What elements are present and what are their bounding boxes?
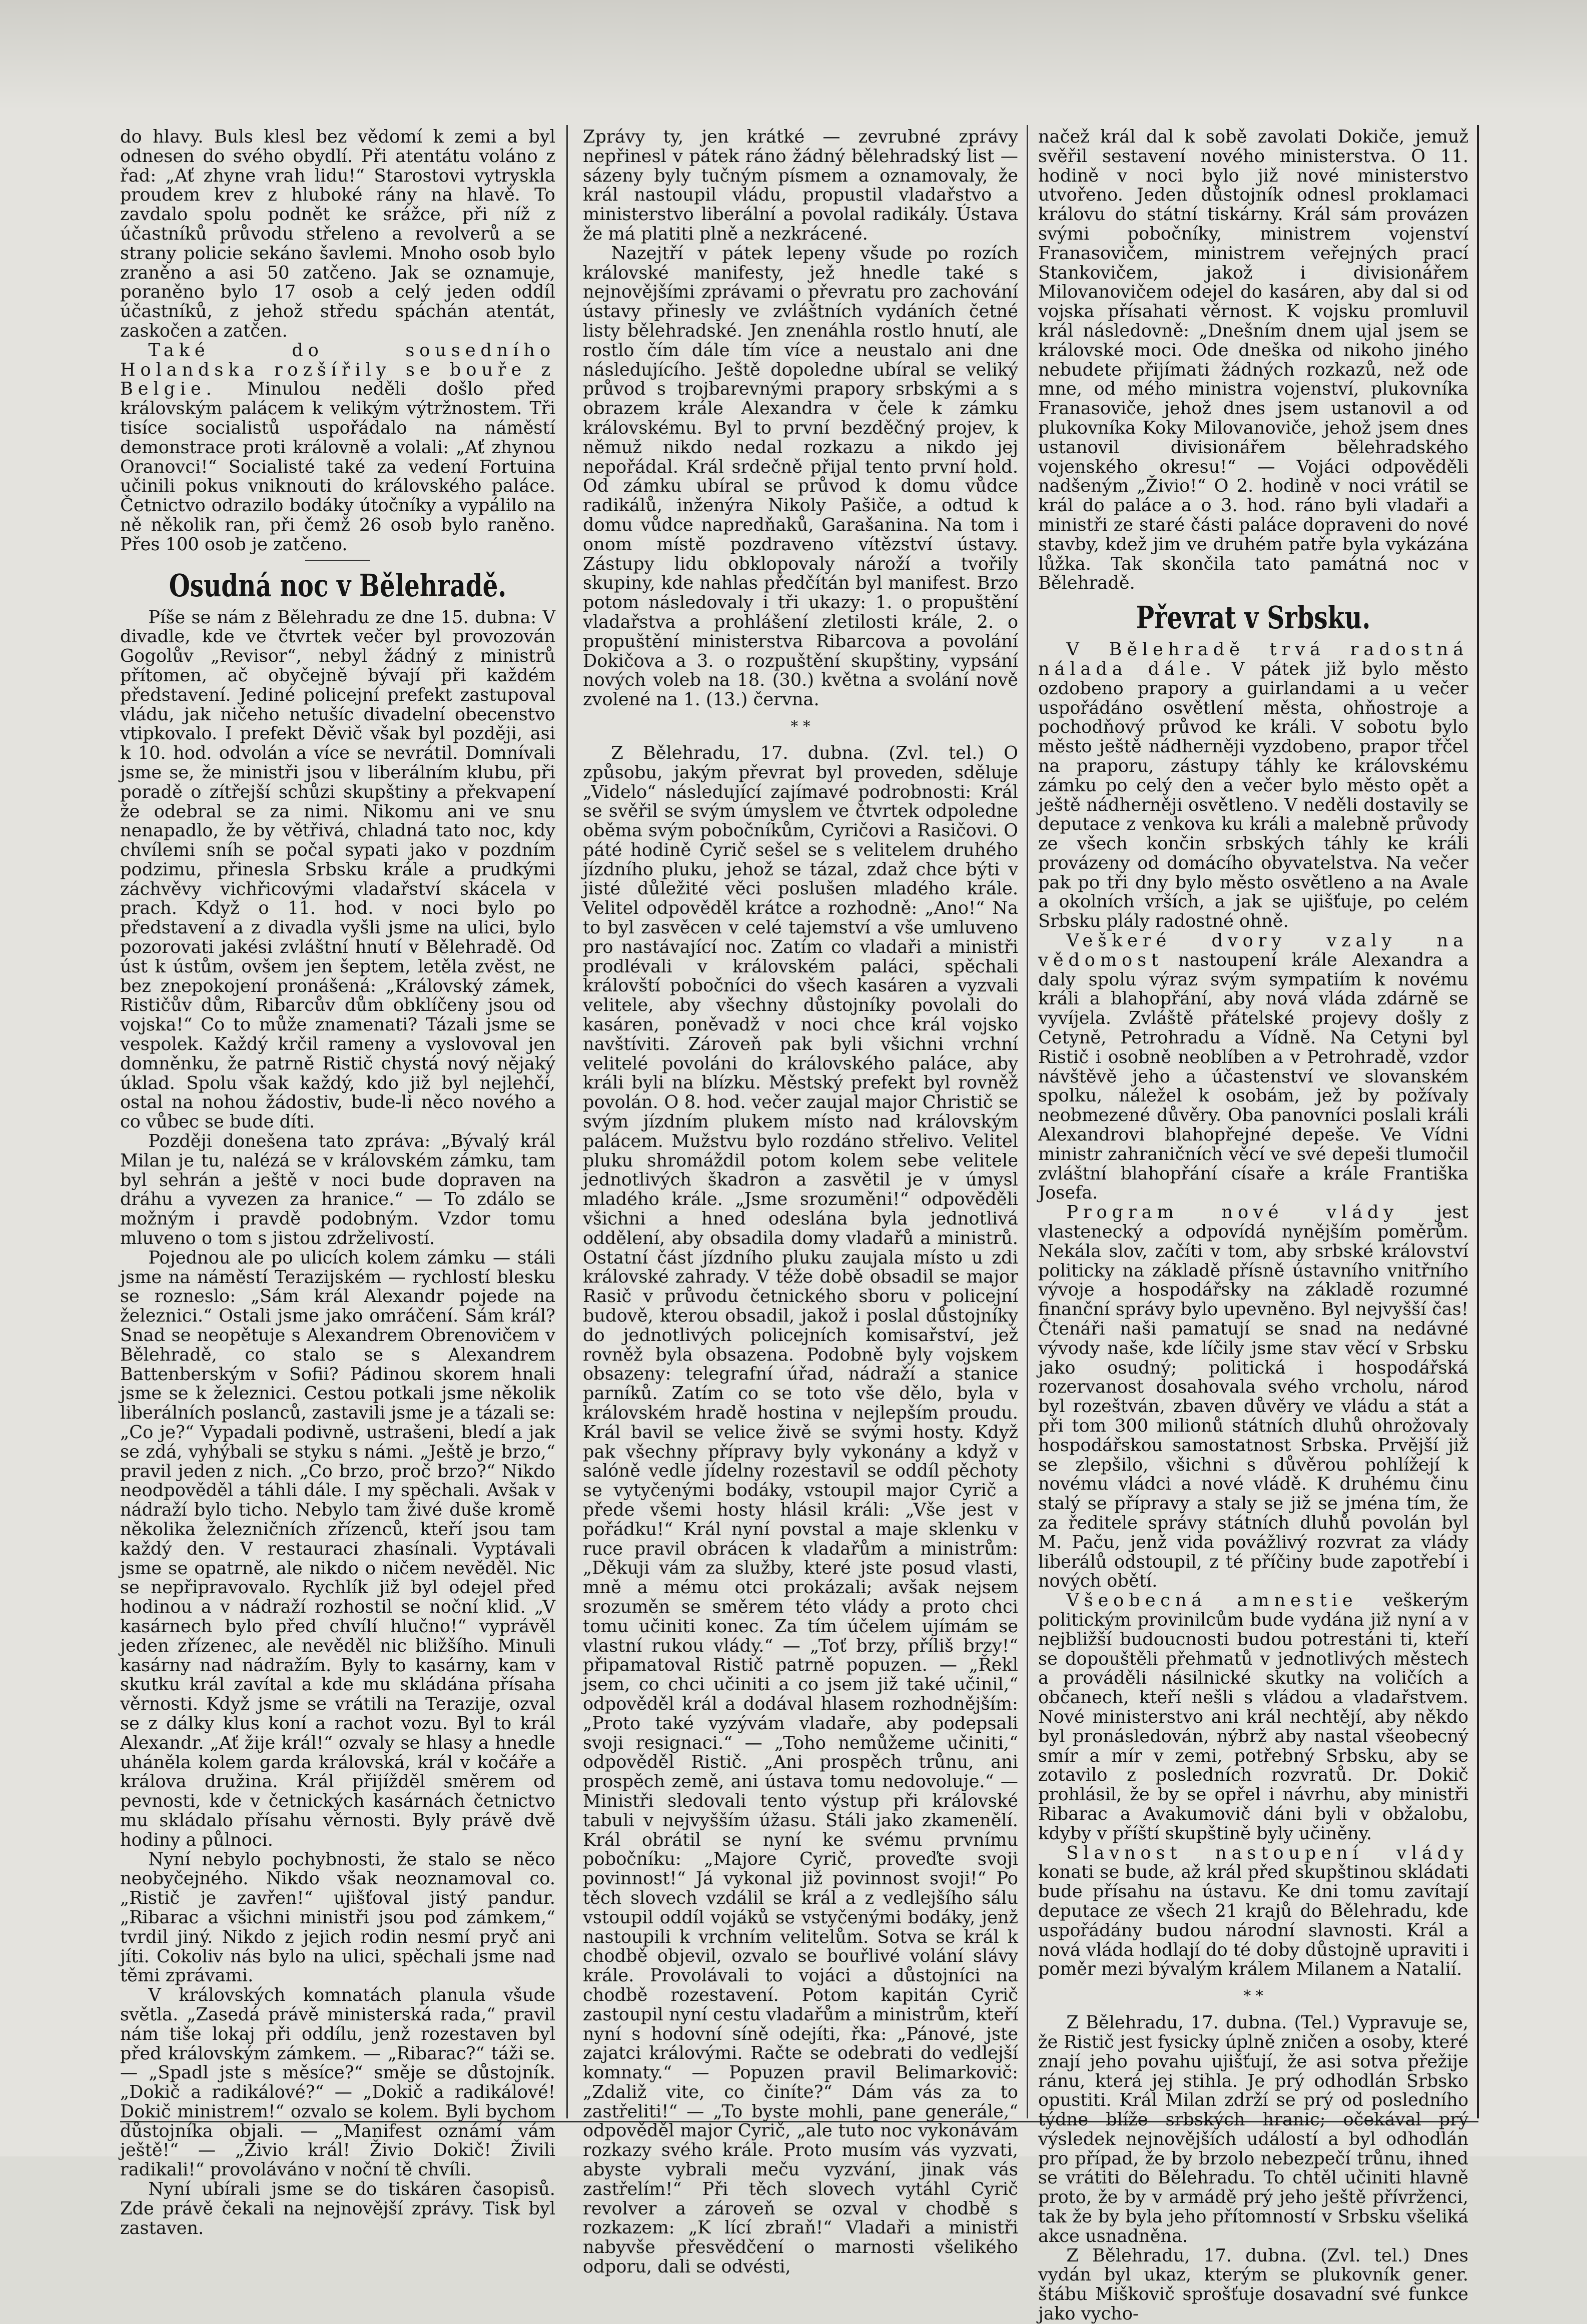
paragraph-text: Minulou neděli došlo před královským palácem k velikým výtržnostem. Tři tisíce socialistů uspořádalo na náměstí demonstrace proti královně a volali: „Ať zhynou Oranovci!“ Socialisté také za vedení Fortuina učinili pokus vniknouti do královského paláce. Četnictvo odrazilo bodáky útočníky a vypálilo na ně několik ran, při čemž 26 osob bylo raněno. Přes 100 osob je zatčeno. xyxy=(120,379,556,555)
asterisk-separator: * * xyxy=(790,717,811,735)
paragraph: Nyní ubírali jsme se do tiskáren časopisů. Zde právě čekali na nejnovější zprávy. Tisk byl zastaven. xyxy=(120,2179,555,2238)
paragraph: Z Bělehradu, 17. dubna. (Zvl. tel.) Dnes vydán byl ukaz, kterým se plukovník gener. štábu Miškovič sprošťuje dosavadní své funkce jako vycho- xyxy=(1038,2245,1468,2324)
paragraph: Píše se nám z Bělehradu ze dne 15. dubna: V divadle, kde ve čtvrtek večer byl provozován Gogolův „Revisor“, nebyl žádný z ministrů přítomen, ač obyčejně bývají při každém představení. Jediné policejní prefekt zastupoval vládu, jak ničeho netušíc divadelní obecenstvo vtipkovalo. I prefekt Děvič však byl později, asi k 10. hod. odvolán a více se nevrátil. Domnívali jsme se, že ministři jsou v liberálním klubu, při poradě o zítřejší schůzi skupštiny a překvapení že odebral se za nimi. Nikomu ani ve snu nenapadlo, že by větřivá, chladná tato noc, kdy chvílemi sníh se počal sypati jako v pozdním podzimu, přinesla Srbsku krále a prudkými záchvěvy vichřicovými vladařství skácela v prach. Když o 11. hod. v noci bylo po představení a z divadla vyšli jsme na ulici, bylo pozorovati jakési zvláštní hnutí v Bělehradě. Od úst k ústům, ovšem jen šeptem, letěla zvěst, ne bez znepokojení pronášená: „Královský zámek, Rističův dům, Ribarcův dům obklíčeny jsou od vojska!“ Co to může znamenati? Tázali jsme se vespolek. Každý krčil rameny a vyslovoval jen domněnku, že patrně Ristič chystá nový nějaký úklad. Spolu však každý, kdo již byl nejlehčí, ostal na nohou žádostiv, bude-li něco nového a co vůbec se bude díti. xyxy=(120,607,555,1132)
paragraph: načež král dal k sobě zavolati Dokiče, jemuž svěřil sestavení nového ministerstva. O 11. hodině v noci bylo již nové ministerstvo utvořeno. Jeden důstojník odnesl proklamaci královu do státní tiskárny. Král sám provázen svými pobočníky, ministrem vojenství Franasovičem, ministrem veřejných prací Stankovičem, jakož i divisionářem Milovanovičem odejel do kasáren, aby dal si od vojska přísahati věrnost. K vojsku promluvil král následovně: „Dnešním dnem ujal jsem se královské moci. Ode dneška od nikoho jiného nebudete přijímati žádných rozkazů, než ode mne, od mého ministra vojenství, plukovníka Franasoviče, jehož dnes jsem ustanovil a od plukovníka Koky Milovanoviče, jehož jsem dnes ustanovil divisionářem bělehradského vojenského okresu!“ — Vojáci odpověděli nadšeným „Živio!“ O 2. hodině v noci vrátil se král do paláce a o 3. hod. ráno byli vladaři a ministři ze staré části paláce dopraveni do nové stavby, kdež jim ve druhém patře byla vykázána lůžka. Tak skončila tato památná noc v Bělehradě. xyxy=(1038,127,1468,594)
paragraph: Zprávy ty, jen krátké — zevrubné zprávy nepřinesl v pátek ráno žádný bělehradský list — sázeny byly tučným písmem a oznamovaly, že král nastoupil vládu, propustil vladařstvo a ministerstvo liberální a povolal radikály. Ústava že má platiti plně a nezkrácené. xyxy=(583,127,1018,244)
paragraph: Nazejtří v pátek lepeny všude po rozích královské manifesty, jež hnedle také s nejnovějšími zprávami o převratu pro zachování ústavy přinesly ve zvláštních vydáních četné listy bělehradské. Jen znenáhla rostlo hnutí, ale rostlo čím dále tím více a neustalo ani dne následujícího. Ještě dopoledne ubíral se veliký průvod s trojbarevnými prapory srbskými a s obrazem krále Alexandra v čele k zámku královskému. Byl to první bezděčný projev, k němuž nikdo nedal rozkazu a nikdo jej nepořádal. Král srdečně přijal tento první hold. Od zámku ubíral se průvod k domu vůdce radikálů, inženýra Nikoly Pašiče, a odtud k domu vůdce napredňaků, Garašanina. Na tom i onom místě pozdraveno vítězství ústavy. Zástupy lidu obklopovaly nároží a tvořily skupiny, kde nahlas předčítán byl manifest. Brzo potom následovaly i tři ukazy: 1. o propuštění vladařstva a prohlášení zletilosti krále, 2. o propuštění ministerstva Ribarcova a povolání Dokičova a 3. o rozpuštění skupštiny, vypsání nových voleb na 18. (30.) května a svolání nově zvolené na 1. (13.) června. xyxy=(583,243,1018,710)
article-heading: Převrat v Srbsku. xyxy=(1136,599,1371,636)
paragraph-text: V pátek již bylo město ozdobeno prapory a guirlandami a u večer uspořádáno osvětlení města, ohňostroje a pochodňový průvod ke králi. V sobotu bylo město ještě nádherněji vyzdobeno, prapor třčel na praporu, zástupy táhly ke královskému zámku po celý den a večer bylo město opět a ještě nádherněji osvětleno. V neděli dostavily se deputace z venkova ku králi a malebně průvody ze všech končin srbských táhly ke králi provázeny od domácího obyvatelstva. Na večer pak po tři dny bylo město osvětleno a na Avale a okolních vrších, a jak se ujišťuje, po celém Srbsku plály radostné ohně. xyxy=(1038,658,1468,932)
spaced-lead: Všeobecná amnestie xyxy=(1066,1590,1358,1611)
asterisk-separator: * * xyxy=(1243,1987,1263,2005)
paragraph: Nyní nebylo pochybnosti, že stalo se něco neobyčejného. Nikdo však neoznamoval co. „Ristič je zavřen!“ ujišťoval jistý pandur. „Ribarac a všichni ministři jsou pod zámkem,“ tvrdil jiný. Nikdo z jejich rodin nesmí pryč ani jíti. Cokoliv nás bylo na ulici, spěchali jsme nad těmi zprávami. xyxy=(120,1849,555,1986)
paragraph: Z Bělehradu, 17. dubna. (Zvl. tel.) O způsobu, jakým převrat byl proveden, sděluje „Videlo“ následující zajímavé podrobnosti: Král se svěřil se svým úmyslem ve čtvrtek odpoledne oběma svým pobočníkům, Cyričovi a Rasičovi. O páté hodině Cyrič sešel se s velitelem druhého jízdního pluku, jehož se tázal, zdaž chce býti v jisté důležité věci poslušen mladého krále. Velitel odpověděl krátce a rozhodně: „Ano!“ Na to byl zasvěcen v celé tajemství a vše umluveno pro nastávající noc. Zatím co vladaři a ministři prodlévali v královském paláci, spěchali královští pobočníci do všech kasáren a vyzvali velitele, aby všechny důstojníky povolali do kasáren, poněvadž v noci chce král vojsko navštíviti. Zároveň pak byli všichni vrchní velitelé povoláni do královského paláce, aby králi byli na blízku. Městský prefekt byl rovněž povolán. O 8. hod. večer zaujal major Christič se svým jízdním plukem místo nad královským palácem. Mužstvu bylo rozdáno střelivo. Velitel pluku shromáždil potom kolem sebe velitele jednotlivých škadron a zasvětil je v úmysl mladého krále. „Jsme srozuměni!“ odpověděli všichni a hned odeslána byla jednotlivá oddělení, aby obsadila domy vladařů a ministrů. Ostatní část jízdního pluku zaujala místo u zdi královské zahrady. V téže době obsadil se major Rasič v průvodu četnického sboru v policejní budově, kterou obsadil, jakož i poslal důstojníky do jednotlivých policejních komisařství, jež rovněž byla obsazena. Podobně byly vojskem obsazeny: telegrafní úřad, nádraží a stanice parníků. Zatím co se toto vše dělo, byla v královském hradě hostina v nejlepším proudu. Král bavil se velice živě se svými hosty. Když pak všechny přípravy byly vykonány a když v salóně vedle jídelny rozestavil se oddíl pěchoty se vytyčenými bodáky, vstoupil major Cyrič a přede všemi hosty hlásil králi: „Vše jest v pořádku!“ Král nyní povstal a maje sklenku v ruce pravil obrácen k vladařům a ministrům: „Děkuji vám za služby, které jste posud vlasti, mně a mému otci prokázali; avšak nejsem srozuměn se směrem této vlády a proto chci tomu učiniti konec. Za tím účelem ujímám se vlastní rukou vlády.“ — „Toť brzy, příliš brzy!“ připamatoval Ristič patrně popuzen. — „Řekl jsem, co chci učiniti a co jsem již také učinil,“ odpověděl král a dodával hlasem rozhodnějším: „Proto také vyzývám vladaře, aby podepsali svoji resignaci.“ — „Toho nemůžeme učiniti,“ odpověděl Ristič. „Ani prospěch trůnu, ani prospěch země, ani ústava tomu nedovoluje.“ — Ministři sledovali tento výstup při královské tabuli v nejvyšším úžasu. Stáli jako zkamenělí. Král obrátil se nyní ke svému prvnímu pobočníku: „Majore Cyrič, proveďte svoji povinnost!“ Já vykonal již povinnost svoji!“ Po těch slovech vzdálil se král a z vedlejšího sálu vstoupil oddíl vojáků se vstyčenými bodáky, jenž nastoupili k vrchním velitelům. Sotva se král k chodbě objevil, ozvalo se bouřlivé volání slávy krále. Provolávali to vojáci a důstojníci na chodbě rozestavení. Potom kapitán Cyrič zastoupil nyní cestu vladařům a ministrům, kteří nyní s hodovní síně odejíti, řka: „Pánové, jste zajatci královými. Račte se odebrati do vedlejší komnaty.“ — Popuzen pravil Belimarkovič: „Zdaliž vite, co činíte?“ Dám vás za to zastřeliti!“ — „To byste mohli, pane generále,“ odpověděl major Cyrič, „ale tuto noc vykonávám rozkazy svého krále. Proto musím vás vyzvati, abyste vybrali meču vyzvání, jinak vás zastřelím!“ Při těch slovech vytáhl Cyrič revolver a zároveň se ozval v chodbě s rozkazem: „K lící zbraň!“ Vladaři a ministři nabyvše přesvědčení o marnosti všelikého odporu, dali se odvésti, xyxy=(583,742,1018,2277)
paragraph-text: jest vlastenecký a odpovídá nynějším poměrům. Nekála slov, začíti v tom, aby srbské království politicky na základě přísně ústavního vnitřního vývoje a hospodářsky na základě rozumné finanční správy bylo upevněno. Byl nejvyšší čas! Čtenáři naši pamatují se snad na nedávné vývody naše, kde líčily jsme stav věcí v Srbsku jako osudný; politická i hospodářská rozervanost dosahovala svého vrcholu, národ byl rozeštván, zbaven důvěry ve vládu a stát a při tom 300 milionů státních dluhů ohrožovaly hospodářskou samostatnost Srbska. Prvější již se zlepšilo, všichni s důvěrou pohlížejí k novému vládci a nové vládě. K druhému činu stalý se přípravy a staly se již se jména tím, že za ředitele správy státních dluhů povolán byl M. Paču, jenž vida povážlivý rozvrat za vlády liberálů odstoupil, z té příčiny bude zapotřebí i nových obětí. xyxy=(1038,1202,1468,1592)
paragraph xyxy=(1038,640,1468,931)
paragraph: Později donešena tato zpráva: „Bývalý král Milan je tu, nalézá se v královském zámku, tam byl sehrán a ještě v noci bude dopraven na dráhu a vyvezen za hranice.“ — To zdálo se možným i pravdě podobným. Vzdor tomu mluveno o tom s jistou zdrželivostí. xyxy=(120,1131,555,1249)
text-column-1 xyxy=(120,127,556,2238)
spaced-lead: Veškeré dvory vzaly na vědomost xyxy=(1038,930,1468,970)
paragraph-text: veškerým politickým provinilcům bude vydána již nyní a v nejbližší budoucnosti budou potrestáni ti, kteří se dopouštěli přehmatů v jednotlivých městech a prováděli násilnické skutky na voličích a občanech, kteří nešli s vládou a vladařstvem. Nové ministerstvo ani král nechtějí, aby někdo byl pronásledován, nýbrž aby nastal všeobecný smír a mír v zemi, potřebný Srbsku, aby se zotavilo z posledních rozvratů. Dr. Dokič prohlásil, že by se opřel i návrhu, aby ministři Ribarac a Avakumovič dáni byli v obžalobu, kdyby v příští skupštině byly učiněny. xyxy=(1038,1590,1469,1844)
spaced-lead: V Bělehradě trvá radostná nálada dále. xyxy=(1038,639,1468,679)
text-column-2 xyxy=(583,127,1018,2277)
paragraph: Z Bělehradu, 17. dubna. (Tel.) Vypravuje se, že Ristič jest fysicky úplně zničen a osoby, které znají jeho povahu ujišťují, že asi sotva přežije ránu, která jej stihla. Je prý odhodlán Srbsko opustiti. Král Milan zdrží se prý od posledního týdne blíže srbských hranic; očekával prý výsledek nejnovějších událostí a byl odhodlán pro případ, že by brzolo nebezpečí trůnu, ihned se vrátiti do Bělehradu. To chtěl učiniti hlavně proto, že by v armádě prý jeho ještě přívrženci, tak že by byla jeho přítomností v Srbsku všeliká akce usnadněna. xyxy=(1038,2012,1468,2246)
article-heading: Osudná noc v Bělehradě. xyxy=(169,567,507,604)
paragraph: Pojednou ale po ulicích kolem zámku — stáli jsme na náměstí Terazijském — rychlostí blesku se rozneslo: „Sám král Alexandr pojede na železnici.“ Ostali jsme jako omráčení. Sám král? Snad se neopětuje s Alexandrem Obrenovičem v Bělehradě, co stalo se s Alexandrem Battenberským v Sofii? Pádinou skorem hnali jsme se k železnici. Cestou potkali jsme několik liberálních poslanců, zastavili jsme je a tázali se: „Co je?“ Vypadali podivně, ustrašeni, bledí a jak se zdá, vyhýbali se styku s námi. „Ještě je brzo,“ pravil jeden z nich. „Co brzo, proč brzo?“ Nikdo neodpověděl a táhli dále. I my spěchali. Avšak v nádraží bylo ticho. Nebylo tam živé duše kromě několika železničních zřízenců, kteří jsou tam každý den. V restauraci zhasínali. Vyptávali jsme se opatrně, ale nikdo o ničem nevěděl. Nic se nepřipravovalo. Rychlík již byl odejel před hodinou a v nádraží rozhostil se noční klid. „V kasárnech bylo před chvílí hlučno!“ vyprávěl jeden zřízenec, ale nevěděl nic bližšího. Minuli kasárny nad nádražím. Byly to kasárny, kam v skutku král zavítal a kde mu skládána přísaha věrnosti. Když jsme se vrátili na Terazije, ozval se z dálky klus koní a rachot vozu. Byl to král Alexandr. „Ať žije král!“ ozvaly se hlasy a hnedle uháněla kolem garda královská, král v kočáře a králova družina. Král přijížděl směrem od pevnosti, kde v četnických kasárnách četnictvo mu skládalo přísahu věrnosti. Byly právě dvě hodiny a půlnoci. xyxy=(120,1247,555,1850)
paragraph xyxy=(1038,1203,1468,1591)
paragraph xyxy=(120,341,555,555)
spaced-lead: Slavnost nastoupení vlády xyxy=(1066,1842,1468,1863)
paragraph: do hlavy. Buls klesl bez vědomí k zemi a byl odnesen do svého obydlí. Při atentátu voláno z řad: „Ať zhyne vrah lidu!“ Starostovi vytryskla proudem krev z hluboké rány na hlavě. To zavdalo spolu podnět ke srážce, při níž z účastníků průvodu střeleno a revolverů a se strany policie sekáno šavlemi. Mnoho osob bylo zraněno a asi 50 zatčeno. Jak se oznamuje, poraněno bylo 17 osob a celý jeden oddíl účastníků, z jehož středu spáchán atentát, zaskočen a zatčen. xyxy=(120,127,555,341)
article-separator xyxy=(305,560,370,561)
paragraph xyxy=(1038,1591,1468,1843)
paragraph-text: nastoupení krále Alexandra a daly spolu výraz svým sympatiím k novému králi a blahopřání, aby nová vláda zdárně se vyvíjela. Zvláště přátelské projevy došly z Cetyně, Petrohradu a Vídně. Na Cetyni byl Ristič i osobně neoblíben a v Petrohradě, vzdor návštěvě jeho a účastenství ve slovanském spolku, náležel k osobám, jež by požívaly neobmezené důvěry. Oba panovníci poslali králi Alexandrovi blahopřejné depeše. Ve Vídni ministr zahraničních věcí ve své depeši tlumočil zvláštní blahopřání císaře a krále Františka Josefa. xyxy=(1038,949,1468,1204)
paragraph xyxy=(1038,1844,1468,1980)
text-column-3 xyxy=(1038,127,1469,2324)
column-divider xyxy=(1027,125,1028,2118)
spaced-lead: Program nové vlády xyxy=(1066,1202,1399,1223)
column-divider xyxy=(566,125,568,2118)
paragraph xyxy=(1038,931,1468,1203)
paragraph: V královských komnatách planula všude světla. „Zasedá právě ministerská rada,“ pravil nám tiše lokaj při oddílu, jenž rozestaven byl před královským zámkem. — „Ribarac?“ táži se. — „Spadl jste s měsíce?“ směje se důstojník. „Dokič a radikálové?“ — „Dokič a radikálové! Dokič ministrem!“ ozvalo se kolem. Byli bychom důstojníka objali. — „Manifest oznámí vám ještě!“ — „Živio král! Živio Dokič! Živili radikali!“ provoláváno v noční tě chvíli. xyxy=(120,1985,555,2180)
spaced-lead: Také do sousedního Holandska rozšířily se bouře z Belgie. xyxy=(120,340,555,400)
page-frame-right xyxy=(1477,125,1479,2118)
paragraph-text: konati se bude, až král před skupštinou skládati bude přísahu na ústavu. Ke dni tomu zavítají deputace ze všech 21 krajů do Bělehradu, kde uspořádány budou národní slavnosti. Král a nová vláda hodlají do té doby důstojně upraviti i poměr mezi bývalým králem Milanem a Natalií. xyxy=(1038,1862,1468,1980)
